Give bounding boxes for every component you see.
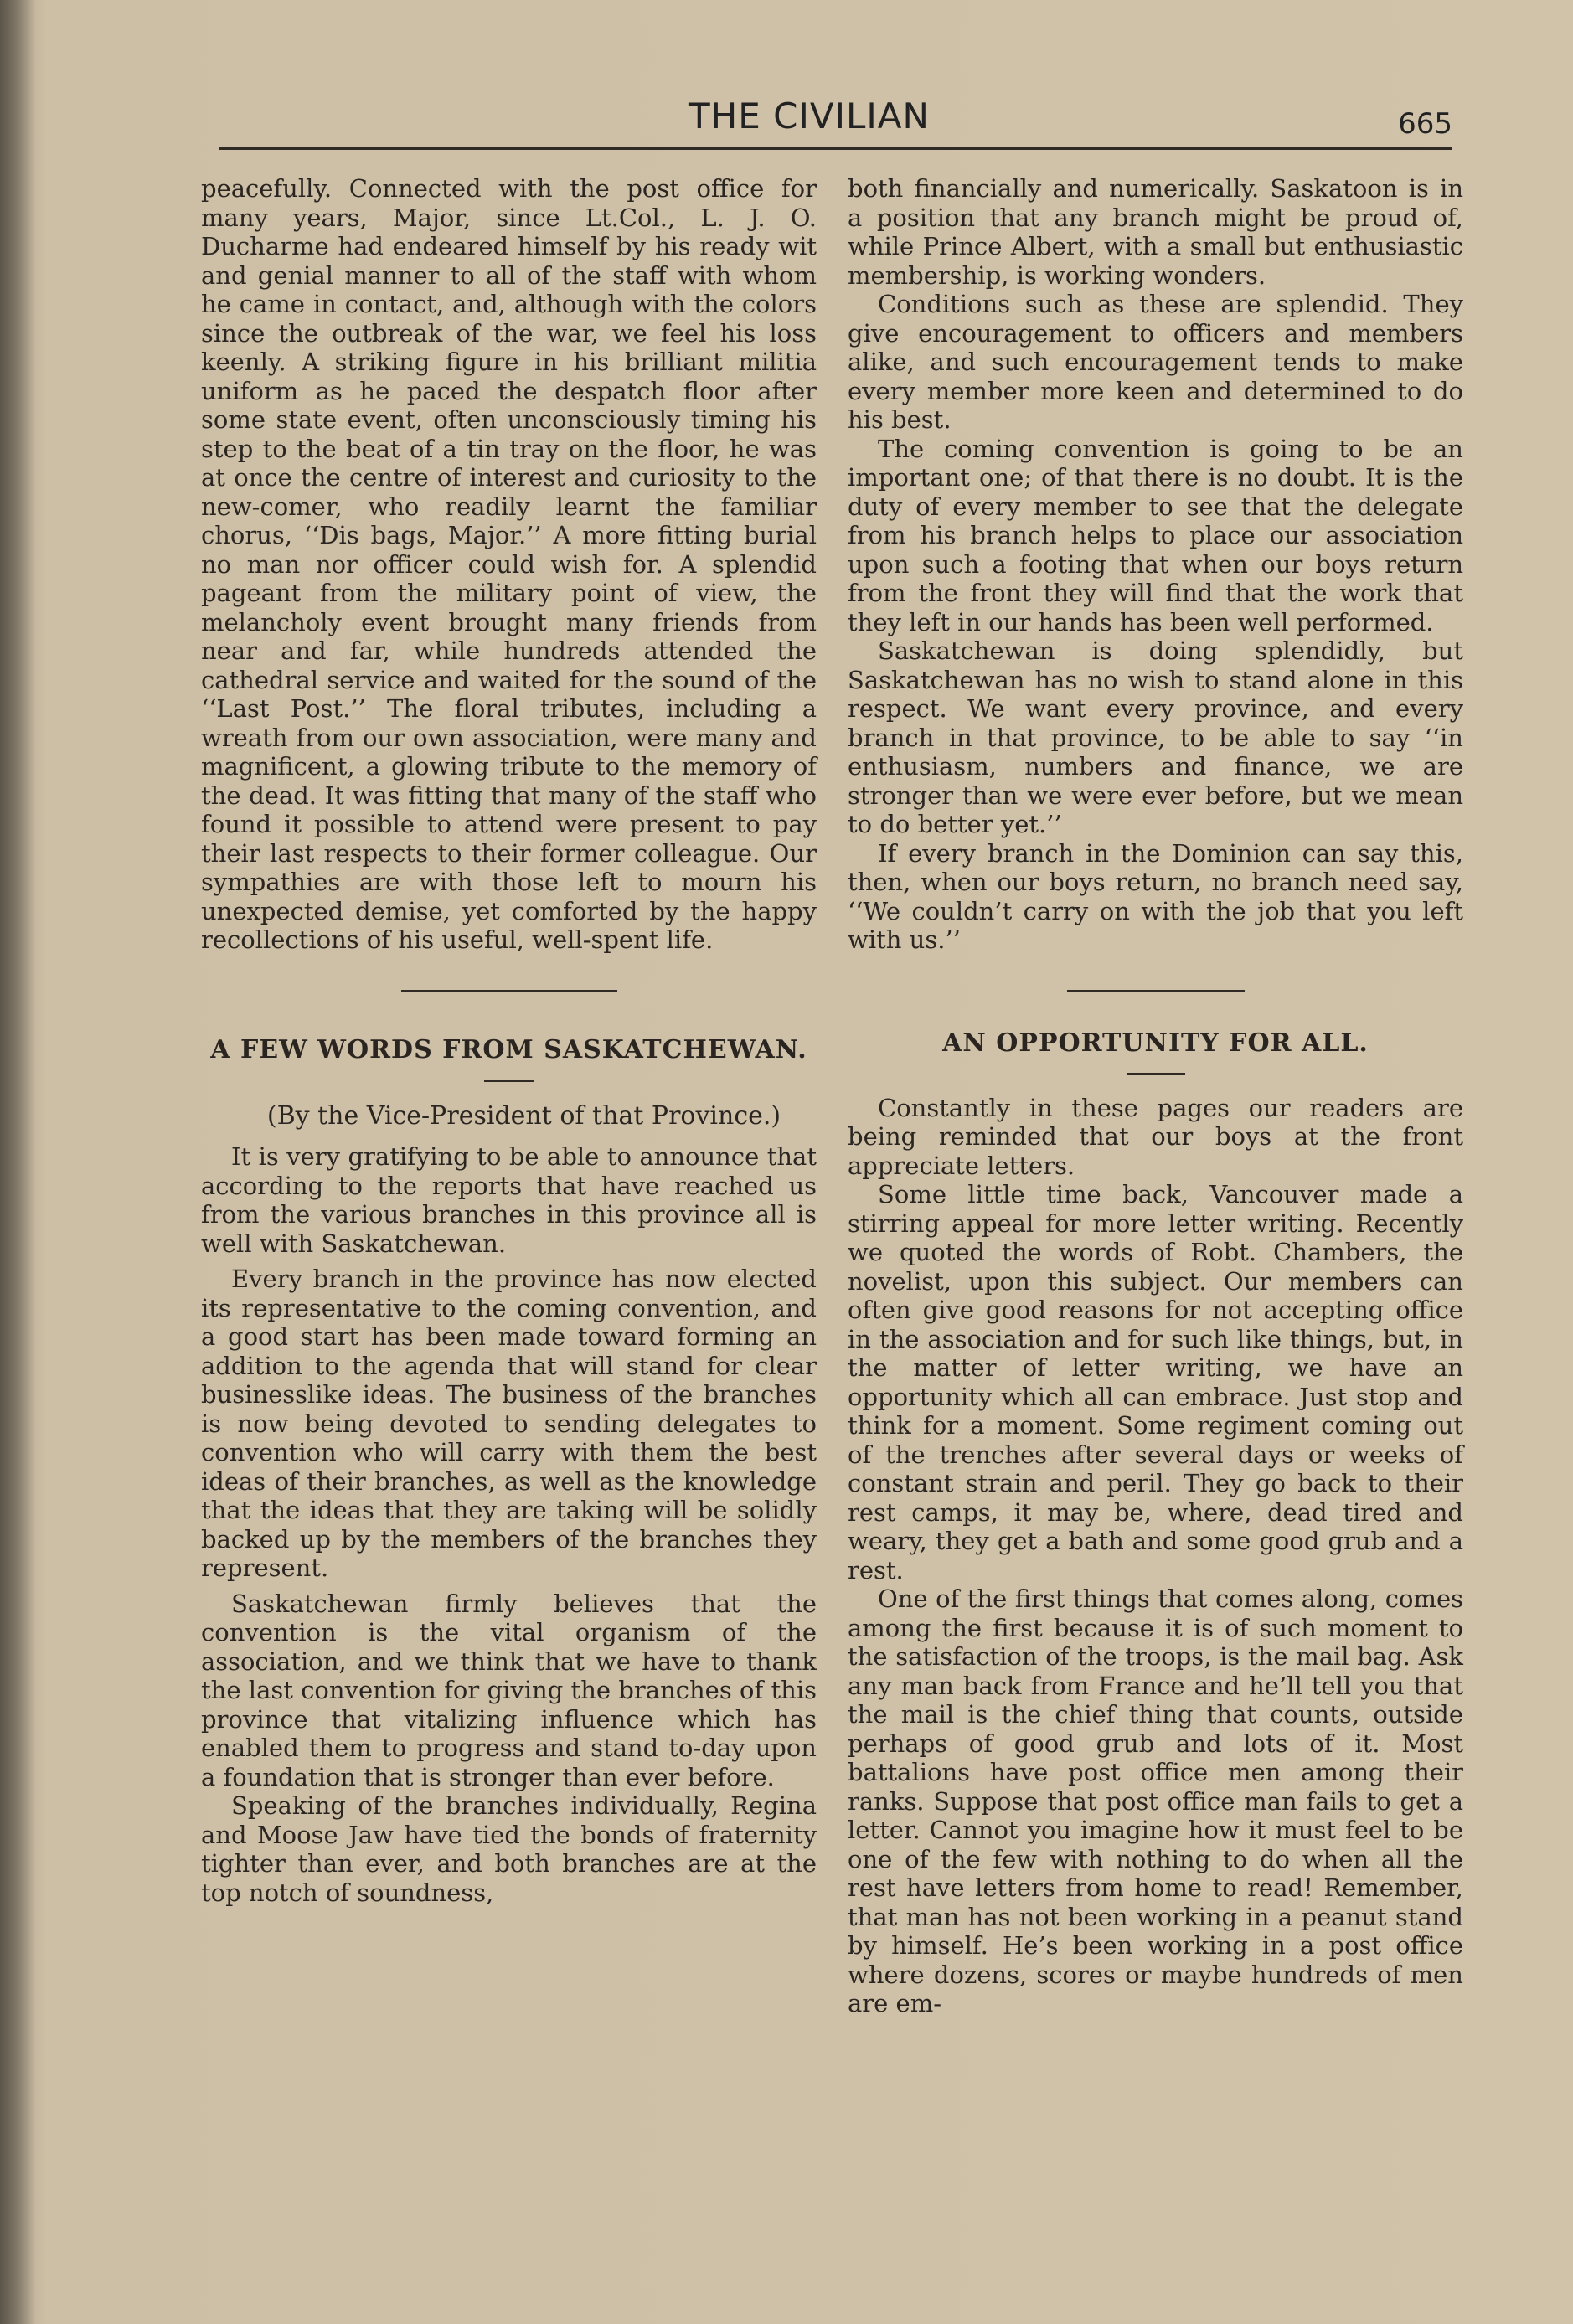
heading-rule — [1127, 1073, 1185, 1075]
paragraph: It is very gratifying to be able to announce that according to the reports that have reached us from the various branches in this province all is well with Saskatchewan. — [201, 1142, 817, 1258]
byline: (By the Vice-President of that Province.) — [266, 1100, 781, 1131]
publication-title: THE CIVILIAN — [689, 95, 930, 137]
heading-rule — [484, 1080, 534, 1082]
paragraph: If every branch in the Dominion can say this, then, when our boys return, no branch need say, ‘‘We couldn’t carry on with the job that you left with us.’’ — [848, 838, 1463, 954]
paragraph: Some little time back, Vancouver made a stirring appeal for more letter writing. Recently we quoted the words of Robt. Chambers, the novelist, upon this subject. Our members can often give good reasons for not accepting office in the association and for such like things, but, in the matter of letter writing, we have an opportunity which all can embrace. Just stop and think for a moment. Some regiment coming out of the trenches after several days or weeks of constant strain and peril. They go back to their rest camps, it may be, where, dead tired and weary, they get a bath and some good grub and a rest. — [848, 1180, 1463, 1585]
paragraph: Saskatchewan is doing splendidly, but Saskatchewan has no wish to stand alone in this respect. We want every province, and every branch in that province, to be able to say ‘‘in enthusiasm, numbers and finance, we are stronger than we were ever before, but we mean to do better yet.’’ — [848, 636, 1463, 838]
paragraph: peacefully. Connected with the post office for many years, Major, since Lt.Col., L. J. O. Ducharme had endeared himself by his ready wit and genial manner to all of the staff with whom he came in contact, and, although with the colors since the outbreak of the war, we feel his loss keenly. A striking figure in his brilliant militia uniform as he paced the despatch floor after some state event, often unconsciously timing his step to the beat of a tin tray on the floor, he was at once the centre of interest and curiosity to the new-comer, who readily learnt the familiar chorus, ‘‘Dis bags, Major.’’ A more fitting burial no man nor officer could wish for. A splendid pageant from the military point of view, the melancholy event brought many friends from near and far, while hundreds attended the cathedral service and waited for the sound of the ‘‘Last Post.’’ The floral tributes, including a wreath from our own association, were many and magnificent, a glowing tribute to the memory of the dead. It was fitting that many of the staff who found it possible to attend were present to pay their last respects to their former colleague. Our sympathies are with those left to mourn his unexpected demise, yet comforted by the happy recollections of his useful, well-spent life. — [201, 174, 817, 954]
header-rule — [219, 147, 1452, 150]
section-divider — [1067, 990, 1245, 992]
section-divider — [401, 990, 617, 992]
page-number: 665 — [1398, 107, 1452, 141]
left-column — [201, 174, 817, 1907]
paragraph: both financially and numerically. Saskatoon is in a position that any branch might be proud of, while Prince Albert, with a small but enthusiastic membership, is working wonders. — [848, 174, 1463, 290]
paragraph: Conditions such as these are splendid. They give encouragement to officers and members alike, and such encouragement tends to make every member more keen and determined to do his best. — [848, 290, 1463, 434]
article-heading: AN OPPORTUNITY FOR ALL. — [942, 1028, 1369, 1058]
paragraph: The coming convention is going to be an important one; of that there is no doubt. It is the duty of every member to see that the delegate from his branch helps to place our association upon such a footing that when our boys return from the front they will find that the work that they left in our hands has been well performed. — [848, 434, 1463, 636]
article-heading: A FEW WORDS FROM SASKATCHEWAN. — [210, 1034, 807, 1064]
paragraph: Every branch in the province has now elected its representative to the coming convention, and a good start has been made toward forming an addition to the agenda that will stand for clear businesslike ideas. The business of the branches is now being devoted to sending delegates to convention who will carry with them the best ideas of their branches, as well as the knowledge that the ideas that they are taking will be solidly backed up by the members of the branches they represent. — [201, 1265, 817, 1582]
page-header — [219, 94, 1452, 152]
right-column — [848, 174, 1463, 2018]
binding-edge — [0, 0, 35, 2324]
paragraph: Constantly in these pages our readers are being reminded that our boys at the front appreciate letters. — [848, 1093, 1463, 1180]
paragraph: Speaking of the branches individually, Regina and Moose Jaw have tied the bonds of fraternity tighter than ever, and both branches are at the top notch of soundness, — [201, 1791, 817, 1907]
paragraph: Saskatchewan firmly believes that the convention is the vital organism of the association, and we think that we have to thank the last convention for giving the branches of this province that vitalizing influence which has enabled them to progress and stand to-day upon a foundation that is stronger than ever before. — [201, 1589, 817, 1791]
paragraph: One of the first things that comes along, comes among the first because it is of such moment to the satisfaction of the troops, is the mail bag. Ask any man back from France and he’ll tell you that the mail is the chief thing that counts, outside perhaps of good grub and lots of it. Most battalions have post office men among their ranks. Suppose that post office man fails to get a letter. Cannot you imagine how it must feel to be one of the few with nothing to do when all the rest have letters from home to read! Remember, that man has not been working in a peanut stand by himself. He’s been working in a post office where dozens, scores or maybe hundreds of men are em- — [848, 1585, 1463, 2017]
